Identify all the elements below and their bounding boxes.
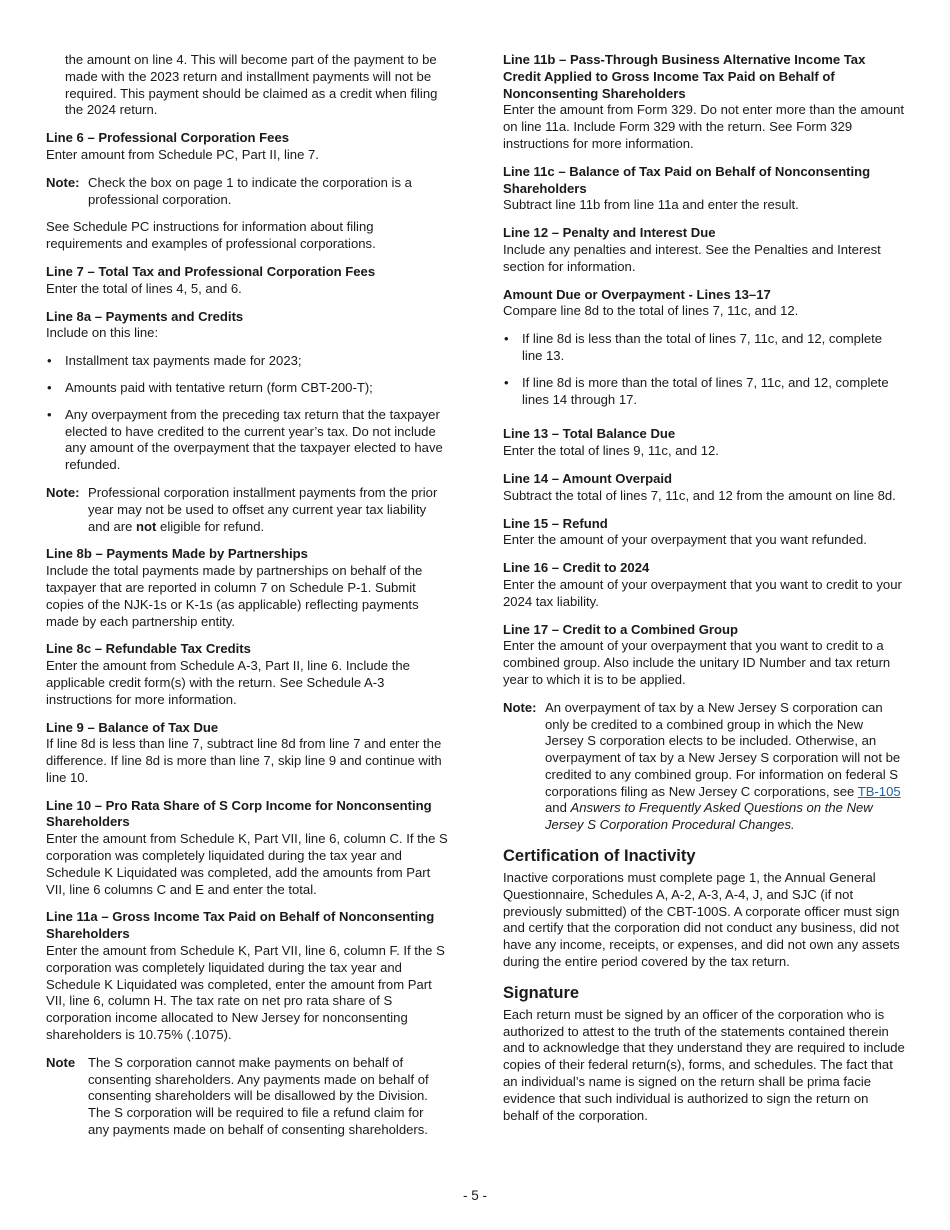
note-text-italic: Answers to Frequently Asked Questions on the New Jersey S Corporation Procedural Changes. — [545, 800, 873, 833]
line-11a-text: Enter the amount from Schedule K, Part VII, line 6, column F. If the S corporation was completely liquidated during the tax year and Schedule K Liquidated was completed, enter the amount from Part VII, line 6, column H. The tax rate on net pro rata share of S corporation income allocated to New Jersey for nonconsenting shareholders is 10.75% (.1075). — [46, 943, 445, 1043]
amount-due-heading: Amount Due or Overpayment - Lines 13–17 — [503, 286, 771, 302]
line-11c-section — [503, 164, 905, 214]
note-text: Check the box on page 1 to indicate the corporation is a professional corporation. — [88, 174, 412, 207]
line-14-heading: Line 14 – Amount Overpaid — [503, 470, 673, 486]
line-10-section — [46, 798, 448, 899]
line-6-text: Enter amount from Schedule PC, Part II, line 7. — [46, 146, 319, 162]
note-label: Note: — [503, 699, 537, 715]
line-8b-heading: Line 8b – Payments Made by Partnerships — [46, 546, 308, 562]
line-11c-text: Subtract line 11b from line 11a and enter the result. — [503, 197, 799, 213]
note-label: Note — [46, 1054, 76, 1070]
line-17-heading: Line 17 – Credit to a Combined Group — [503, 621, 738, 637]
continuation-text: the amount on line 4. This will become part of the payment to be made with the 2023 return and installment payments will not be required. This payment should be claimed as a credit when filing the 2024 return. — [65, 52, 438, 118]
line-13-section — [503, 426, 905, 460]
line-11b-section — [503, 52, 905, 153]
certification-heading: Certification of Inactivity — [503, 847, 696, 866]
line-8b-section — [46, 546, 448, 630]
amount-due-list — [503, 331, 905, 408]
list-item: • Amounts paid with tentative return (form CBT-200-T); — [46, 380, 448, 397]
note-text — [88, 485, 448, 535]
line-8a-heading: Line 8a – Payments and Credits — [46, 308, 244, 324]
note-text-bold: not — [136, 518, 157, 534]
note-text: The S corporation cannot make payments on behalf of consenting shareholders. Any payments made on behalf of consenting shareholders will be disallowed by the Division. The S corporation will be required to file a refund claim for any payments made on behalf of consenting shareholders. — [88, 1054, 429, 1138]
page-number: - 5 - — [462, 1188, 487, 1203]
line-11b-text: Enter the amount from Form 329. Do not enter more than the amount on line 11a. Include Form 329 with the return. See Form 329 instructions for more information. — [503, 102, 905, 151]
schedule-pc-text: See Schedule PC instructions for information about filing requirements and examples of professional corporations. — [46, 219, 376, 252]
line-11c-heading: Line 11c – Balance of Tax Paid on Behalf of Nonconsenting Shareholders — [503, 163, 871, 196]
amount-due-text: Compare line 8d to the total of lines 7, 11c, and 12. — [503, 303, 799, 319]
line-6-heading: Line 6 – Professional Corporation Fees — [46, 130, 290, 146]
note-text-part: and — [545, 800, 571, 816]
line-8c-heading: Line 8c – Refundable Tax Credits — [46, 641, 251, 657]
note-professional-corp — [46, 175, 448, 209]
line-14-text: Subtract the total of lines 7, 11c, and 12 from the amount on line 8d. — [503, 487, 896, 503]
signature-text: Each return must be signed by an officer of the corporation who is authorized to attest to the truth of the statements contained therein and to acknowledge that they understand they are required to include copies of their federal return(s), forms, and schedules. The fact that an individual’s name is signed on the return shall be prima facie evidence that such individual is authorized to sign the return on behalf of the corporation. — [503, 1006, 905, 1123]
line-6-section — [46, 130, 448, 164]
right-column — [503, 52, 905, 1135]
line-13-text: Enter the total of lines 9, 11c, and 12. — [503, 443, 719, 459]
line-12-text: Include any penalties and interest. See the Penalties and Interest section for information. — [503, 241, 881, 274]
line-9-heading: Line 9 – Balance of Tax Due — [46, 719, 219, 735]
list-item: • Installment tax payments made for 2023; — [46, 353, 448, 370]
list-item: • Any overpayment from the preceding tax return that the taxpayer elected to have credited to the current year’s tax. Do not include any amount of the overpayment that the taxpayer elected to have refunded. — [46, 407, 448, 474]
line-10-text: Enter the amount from Schedule K, Part VII, line 6, column C. If the S corporation was completely liquidated during the tax year and Schedule K Liquidated was completed, add the amounts from Part VII, line 6 columns C and E and enter the total. — [46, 831, 448, 897]
note-text — [545, 700, 905, 834]
line-17-text: Enter the amount of your overpayment that you want to credit to a combined group. Also include the unitary ID Number and tax return year to which it is to be applied. — [503, 638, 891, 687]
tb-105-link[interactable]: TB-105 — [857, 783, 901, 799]
line-16-text: Enter the amount of your overpayment that you want to credit to your 2024 tax liability. — [503, 576, 902, 609]
line-9-section — [46, 720, 448, 787]
line-7-heading: Line 7 – Total Tax and Professional Corporation Fees — [46, 263, 376, 279]
note-label: Note: — [46, 174, 80, 190]
note-text-part: Professional corporation installment payments from the prior year may not be used to offset any current year tax liability and are — [88, 484, 438, 534]
line-16-section — [503, 560, 905, 610]
list-item: • If line 8d is less than the total of lines 7, 11c, and 12, complete line 13. — [503, 331, 905, 365]
line-7-text: Enter the total of lines 4, 5, and 6. — [46, 280, 242, 296]
line-8a-list — [46, 353, 448, 474]
line-9-text: If line 8d is less than line 7, subtract line 8d from line 7 and enter the difference. If line 8d is more than line 7, skip line 9 and continue with line 10. — [46, 736, 442, 785]
line-15-heading: Line 15 – Refund — [503, 515, 608, 531]
line-7-section — [46, 264, 448, 298]
left-column — [46, 52, 448, 1150]
line-15-text: Enter the amount of your overpayment that you want refunded. — [503, 532, 867, 548]
line-8c-section — [46, 641, 448, 708]
line-12-heading: Line 12 – Penalty and Interest Due — [503, 225, 716, 241]
line-8c-text: Enter the amount from Schedule A-3, Part II, line 6. Include the applicable credit form(s) with the return. See Schedule A-3 instructions for more information. — [46, 658, 410, 707]
line-11a-heading: Line 11a – Gross Income Tax Paid on Behalf of Nonconsenting Shareholders — [46, 909, 435, 942]
note-consenting — [46, 1055, 448, 1139]
line-11a-section — [46, 909, 448, 1043]
line-11b-heading: Line 11b – Pass-Through Business Alternative Income Tax Credit Applied to Gross Income Tax Paid on Behalf of Nonconsenting Shareholders — [503, 52, 866, 101]
line-14-section — [503, 471, 905, 505]
note-text-part: An overpayment of tax by a New Jersey S corporation can only be credited to a combined group in which the New Jersey S corporation elects to be included. Otherwise, an overpayment of tax by a New Jersey S corporation will not be credited to any combined group. For information on federal S corporations filing as New Jersey C corporations, see — [545, 699, 901, 799]
line-17-section — [503, 622, 905, 689]
note-overpayment — [503, 700, 905, 834]
list-item: • If line 8d is more than the total of lines 7, 11c, and 12, complete lines 14 through 17. — [503, 375, 905, 409]
line-13-heading: Line 13 – Total Balance Due — [503, 426, 676, 442]
signature-heading: Signature — [503, 983, 580, 1002]
line-16-heading: Line 16 – Credit to 2024 — [503, 560, 650, 576]
line-10-heading: Line 10 – Pro Rata Share of S Corp Income for Nonconsenting Shareholders — [46, 797, 432, 830]
note-label: Note: — [46, 484, 80, 500]
note-installment — [46, 485, 448, 535]
note-text-part: eligible for refund. — [156, 518, 265, 534]
line-8a-text: Include on this line: — [46, 325, 159, 341]
certification-text: Inactive corporations must complete page 1, the Annual General Questionnaire, Schedules A, A-2, A-3, A-4, J, and SJC (if not previously submitted) of the CBT-100S. A corporate officer must sign and certify that the corporation did not conduct any business, did not have any income, receipts, or expenses, and did not own any assets during the entire period covered by the tax return. — [503, 870, 900, 970]
amount-due-section — [503, 287, 905, 409]
line-8a-section — [46, 309, 448, 474]
line-8b-text: Include the total payments made by partnerships on behalf of the taxpayer that are reported in column 7 on Schedule P-1. Submit copies of the NJK-1s or K-1s (as applicable) reflecting payments made by each partnership entity. — [46, 563, 423, 629]
line-15-section — [503, 516, 905, 550]
line-12-section — [503, 225, 905, 275]
